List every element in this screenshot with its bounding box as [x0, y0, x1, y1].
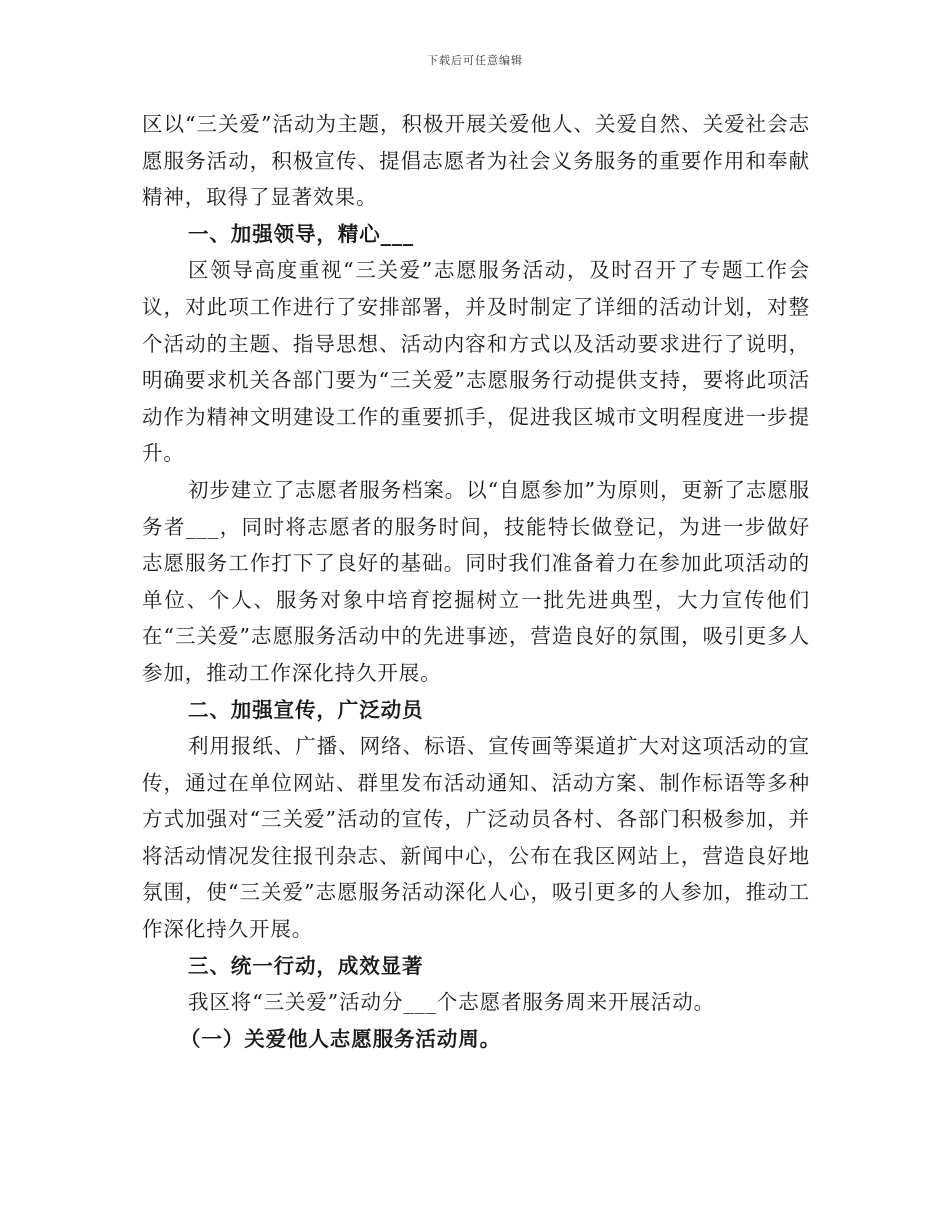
subsection-heading-1: （一）关爱他人志愿服务活动周。 [180, 1026, 501, 1051]
page-header: 下载后可任意编辑 [427, 54, 523, 67]
paragraph-leadership: 区领导高度重视“三关爱”志愿服务活动，及时召开了专题工作会议，对此项工作进行了安排部署，并及时制定了详细的活动计划，对整个活动的主题、指导思想、活动内容和方式以及活动要求进行了说明，明确要求机关各部门要为“三关爱”志愿服务行动提供支持，要将此项活动作为精神文明建设工作的重要抓手，促进我区城市文明程度进一步提升。 [142, 258, 810, 466]
section-heading-1: 一、加强领导，精心___ [188, 221, 415, 246]
paragraph-intro: 区以“三关爱”活动为主题，积极开展关爱他人、关爱自然、关爱社会志愿服务活动，积极宣传、提倡志愿者为社会义务服务的重要作用和奉献精神，取得了显著效果。 [142, 112, 810, 210]
document-body [142, 106, 810, 1057]
paragraph-action: 我区将“三关爱”活动分___个志愿者服务周来开展活动。 [188, 990, 716, 1015]
section-heading-3: 三、统一行动，成效显著 [188, 953, 424, 978]
paragraph-publicity: 利用报纸、广播、网络、标语、宣传画等渠道扩大对这项活动的宣传，通过在单位网站、群里发布活动通知、活动方案、制作标语等多种方式加强对“三关爱”活动的宣传，广泛动员各村、各部门积极参加，并将活动情况发往报刊杂志、新闻中心，公布在我区网站上，营造良好地氛围，使“三关爱”志愿服务活动深化人心，吸引更多的人参加，推动工作深化持久开展。 [142, 734, 810, 942]
section-heading-2: 二、加强宣传，广泛动员 [188, 697, 424, 722]
paragraph-volunteer-archive: 初步建立了志愿者服务档案。以“自愿参加”为原则，更新了志愿服务者___，同时将志愿者的服务时间，技能特长做登记，为进一步做好志愿服务工作打下了良好的基础。同时我们准备着力在参加此项活动的单位、个人、服务对象中培育挖掘树立一批先进典型，大力宣传他们在“三关爱”志愿服务活动中的先进事迹，营造良好的氛围，吸引更多人参加，推动工作深化持久开展。 [142, 477, 810, 685]
